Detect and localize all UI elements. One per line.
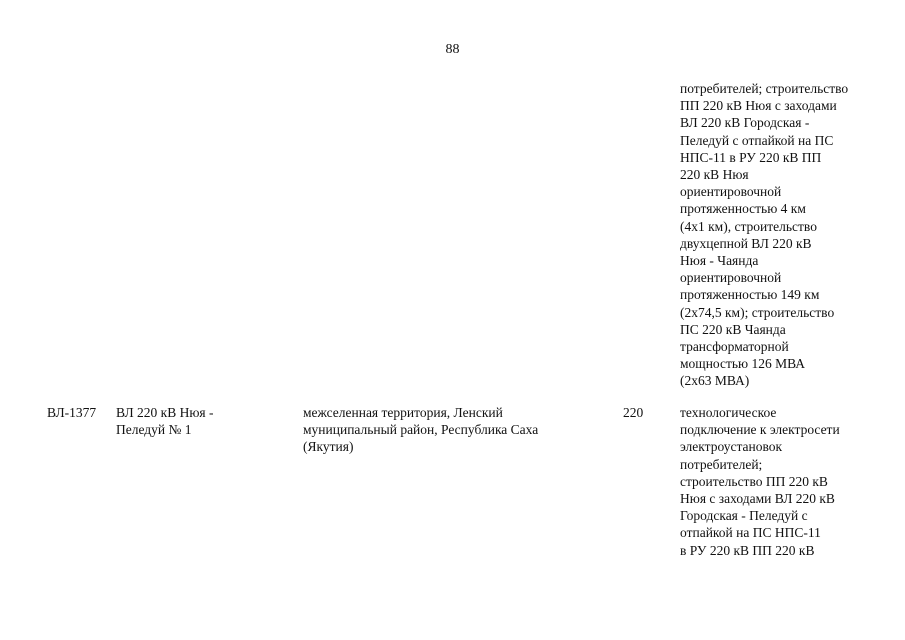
purpose-line: потребителей; строительство — [680, 81, 849, 96]
name-line: Пеледуй № 1 — [116, 422, 192, 438]
name-line: ВЛ 220 кВ Нюя - — [116, 405, 214, 420]
location-line: (Якутия) — [303, 439, 354, 455]
page-number: 88 — [445, 42, 460, 57]
purpose-line: технологическое — [680, 405, 777, 420]
purpose-line: двухцепной ВЛ 220 кВ — [680, 235, 812, 251]
row-purpose-cell — [680, 404, 840, 559]
purpose-line: ориентировочной — [680, 270, 782, 286]
purpose-line: ориентировочной — [680, 184, 782, 200]
purpose-line: Нюя - Чаянда — [680, 253, 759, 269]
purpose-line: трансформаторной — [680, 339, 789, 355]
continued-purpose-cell — [680, 80, 848, 390]
purpose-line: Городская - Пеледуй с — [680, 508, 808, 524]
row-voltage-cell: 220 — [623, 405, 644, 420]
row-location-cell — [303, 404, 538, 456]
purpose-line: подключение к электросети — [680, 422, 840, 438]
purpose-line: электроустановок — [680, 439, 783, 455]
purpose-line: (2x63 МВА) — [680, 373, 750, 389]
purpose-line: мощностью 126 МВА — [680, 356, 806, 372]
purpose-line: потребителей; — [680, 456, 763, 472]
purpose-line: протяженностью 4 км — [680, 201, 806, 217]
purpose-line: в РУ 220 кВ ПП 220 кВ — [680, 542, 815, 558]
purpose-line: строительство ПП 220 кВ — [680, 473, 828, 489]
purpose-line: ВЛ 220 кВ Городская - — [680, 115, 810, 131]
purpose-line: НПС-11 в РУ 220 кВ ПП — [680, 149, 822, 165]
purpose-line: ПП 220 кВ Нюя с заходами — [680, 98, 837, 114]
row-name-cell — [116, 404, 214, 438]
purpose-line: 220 кВ Нюя — [680, 167, 749, 183]
row-id-cell: ВЛ-1377 — [47, 405, 97, 420]
location-line: муниципальный район, Республика Саха — [303, 422, 539, 438]
purpose-line: (2x74,5 км); строительство — [680, 304, 835, 320]
purpose-line: Пеледуй с отпайкой на ПС — [680, 132, 834, 148]
purpose-line: протяженностью 149 км — [680, 287, 820, 303]
purpose-line: ПС 220 кВ Чаянда — [680, 321, 786, 337]
location-line: межселенная территория, Ленский — [303, 405, 503, 420]
purpose-line: Нюя с заходами ВЛ 220 кВ — [680, 491, 835, 507]
purpose-line: (4x1 км), строительство — [680, 218, 817, 234]
purpose-line: отпайкой на ПС НПС-11 — [680, 525, 821, 541]
